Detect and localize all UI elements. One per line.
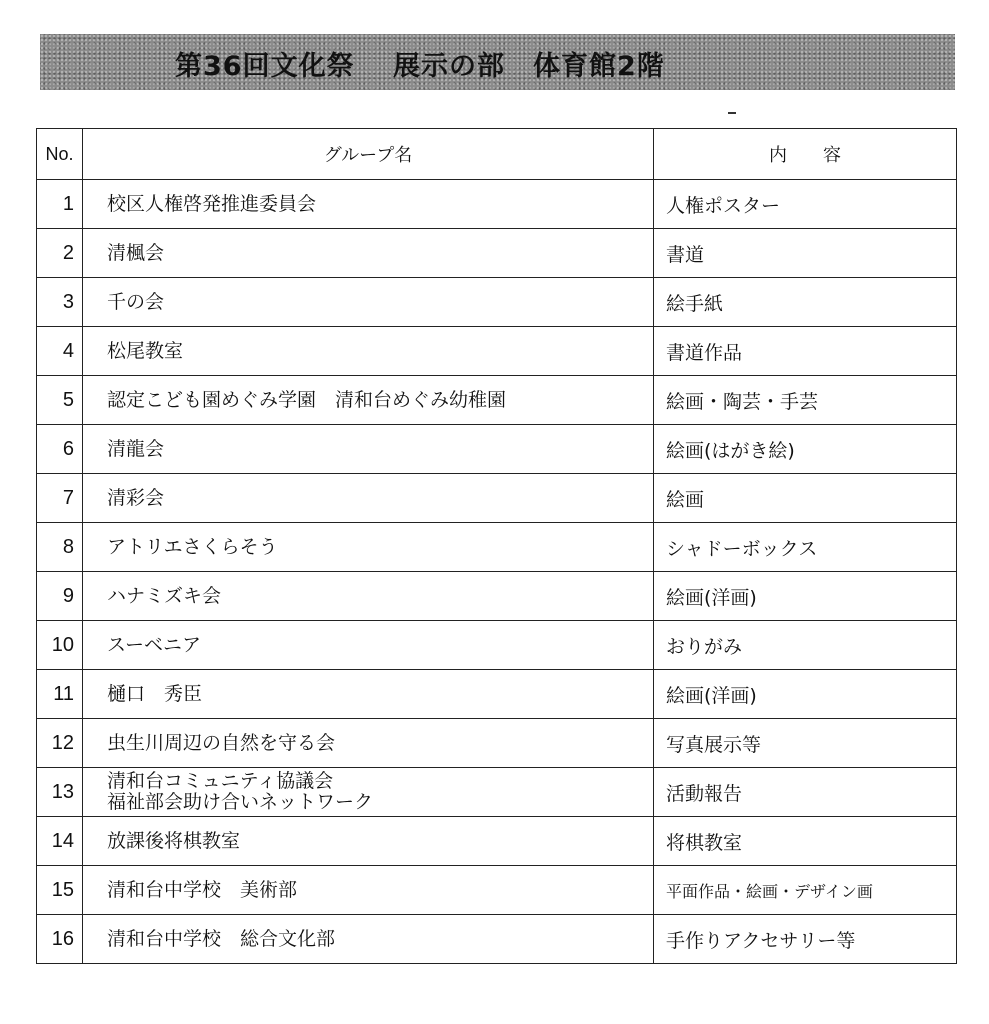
header-content-left: 内 — [769, 145, 787, 166]
exhibit-content: シャドーボックス — [654, 523, 957, 572]
row-number: 14 — [37, 817, 83, 866]
exhibit-content: 平面作品・絵画・デザイン画 — [654, 866, 957, 915]
table-header-row — [37, 129, 957, 180]
table-row — [37, 425, 957, 474]
row-number: 15 — [37, 866, 83, 915]
group-name-cell — [83, 670, 654, 719]
row-number: 9 — [37, 572, 83, 621]
table-row — [37, 670, 957, 719]
group-name-cell — [83, 572, 654, 621]
exhibit-content: 写真展示等 — [654, 719, 957, 768]
table-row — [37, 229, 957, 278]
group-name: 松尾教室 — [107, 339, 184, 362]
exhibit-content: 絵画(洋画) — [654, 572, 957, 621]
exhibit-content: 書道 — [654, 229, 957, 278]
group-name: 清楓会 — [107, 241, 165, 264]
scan-speck — [728, 112, 736, 114]
table-row — [37, 817, 957, 866]
group-name-cell — [83, 180, 654, 229]
row-number: 13 — [37, 768, 83, 817]
table-row — [37, 278, 957, 327]
row-number: 2 — [37, 229, 83, 278]
header-group-name: グループ名 — [83, 129, 654, 180]
row-number: 4 — [37, 327, 83, 376]
table-body — [37, 180, 957, 964]
group-name-cell — [83, 915, 654, 964]
group-name: 樋口 秀臣 — [107, 682, 203, 705]
row-number: 16 — [37, 915, 83, 964]
exhibit-content: 絵画(洋画) — [654, 670, 957, 719]
exhibit-content: 絵画・陶芸・手芸 — [654, 376, 957, 425]
group-name: 千の会 — [107, 290, 165, 313]
row-number: 8 — [37, 523, 83, 572]
table-row — [37, 621, 957, 670]
group-name-cell — [83, 278, 654, 327]
exhibit-content: 将棋教室 — [654, 817, 957, 866]
table-row — [37, 474, 957, 523]
group-name: 福祉部会助け合いネットワーク — [107, 791, 374, 813]
group-name: アトリエさくらそう — [107, 535, 278, 558]
group-name-cell — [83, 474, 654, 523]
group-name: 放課後将棋教室 — [107, 829, 241, 852]
exhibit-content: 書道作品 — [654, 327, 957, 376]
header-no: No. — [37, 129, 83, 180]
group-name-cell — [83, 523, 654, 572]
group-name: 清和台中学校 総合文化部 — [107, 927, 336, 950]
group-name-cell — [83, 719, 654, 768]
group-name: 虫生川周辺の自然を守る会 — [107, 731, 336, 754]
exhibit-content: 活動報告 — [654, 768, 957, 817]
group-name: 清龍会 — [107, 437, 165, 460]
group-name-cell — [83, 376, 654, 425]
title-banner — [40, 34, 955, 90]
group-name-cell — [83, 327, 654, 376]
group-name-cell — [83, 621, 654, 670]
group-name: ハナミズキ会 — [107, 584, 222, 607]
group-name: 清彩会 — [107, 486, 165, 509]
table-row — [37, 523, 957, 572]
table-row — [37, 180, 957, 229]
group-name: 清和台中学校 美術部 — [107, 878, 298, 901]
row-number: 12 — [37, 719, 83, 768]
table-row — [37, 768, 957, 817]
table-row — [37, 915, 957, 964]
exhibit-content: 絵画 — [654, 474, 957, 523]
row-number: 3 — [37, 278, 83, 327]
exhibit-content: 絵画(はがき絵) — [654, 425, 957, 474]
table-row — [37, 719, 957, 768]
exhibit-table — [36, 128, 957, 964]
table-row — [37, 327, 957, 376]
group-name-cell — [83, 229, 654, 278]
group-name-cell — [83, 817, 654, 866]
row-number: 10 — [37, 621, 83, 670]
row-number: 1 — [37, 180, 83, 229]
row-number: 5 — [37, 376, 83, 425]
group-name-cell — [83, 425, 654, 474]
row-number: 6 — [37, 425, 83, 474]
exhibit-content: 絵手紙 — [654, 278, 957, 327]
group-name-cell — [83, 768, 654, 817]
group-name: 認定こども園めぐみ学園 清和台めぐみ幼稚園 — [107, 388, 507, 411]
exhibit-content: 手作りアクセサリー等 — [654, 915, 957, 964]
table-row — [37, 866, 957, 915]
group-name: 清和台コミュニティ協議会 — [107, 770, 334, 792]
group-name: スーベニア — [107, 633, 202, 656]
exhibit-content: おりがみ — [654, 621, 957, 670]
row-number: 7 — [37, 474, 83, 523]
row-number: 11 — [37, 670, 83, 719]
header-content — [654, 129, 957, 180]
exhibit-content: 人権ポスター — [654, 180, 957, 229]
table-row — [37, 572, 957, 621]
group-name-cell — [83, 866, 654, 915]
header-content-right: 容 — [823, 145, 841, 166]
table-row — [37, 376, 957, 425]
group-name: 校区人権啓発推進委員会 — [107, 192, 317, 215]
page-title: 第36回文化祭 展示の部 体育館2階 — [175, 51, 665, 82]
